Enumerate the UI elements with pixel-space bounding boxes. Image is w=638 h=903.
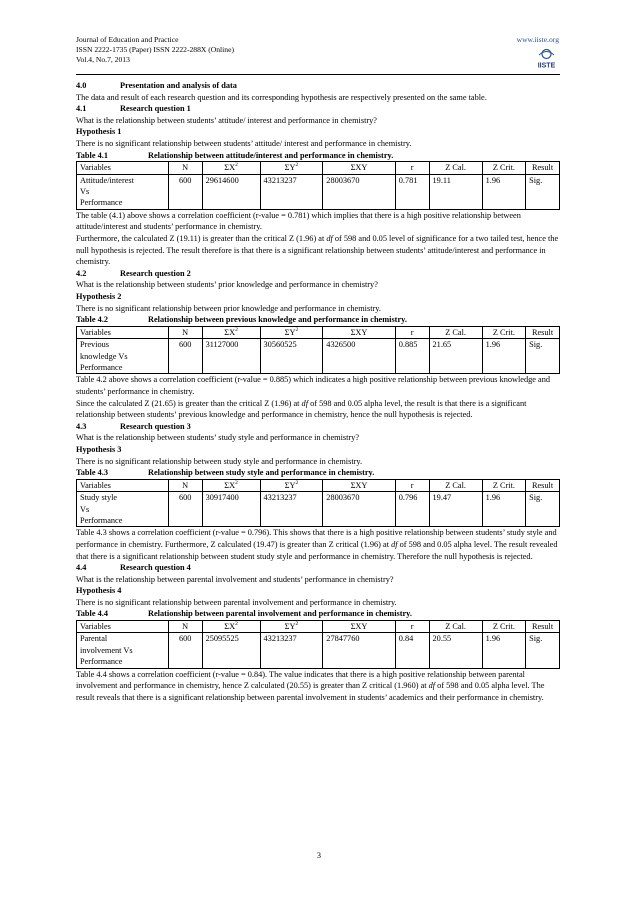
- header-label: Z Crit.: [492, 622, 515, 632]
- table-cell: 19.11: [429, 174, 482, 209]
- discussion-paragraph: Table 4.2 above shows a correlation coefficient (r-value = 0.885) which indicates a high positive relationship between previous knowledge and students’ performance in chemistry.: [76, 375, 551, 396]
- superscript: 2: [295, 162, 299, 169]
- data-table: [76, 326, 560, 375]
- table-header-cell: [168, 479, 202, 491]
- section-number: 4.4: [76, 563, 87, 573]
- table-cell: 29614600: [202, 174, 260, 209]
- table-caption: [76, 467, 560, 479]
- header-label: Variables: [80, 622, 111, 632]
- header-label: r: [410, 480, 414, 490]
- discussion-paragraph: Table 4.3 shows a correlation coefficient (r-value = 0.796). This shows that there is a high positive relationship between students’ study style and performance in chemistry. Furthermore, Z calculated (19.47) is greater than Z critical (1.96) at df of 598 and 0.05 alpha level. The result revealed that there is a significant relationship between student study style and performance in chemistry. Therefore the null hypothesis is rejected.: [76, 528, 558, 561]
- header-label: N: [182, 622, 189, 632]
- section-number: 4.3: [76, 421, 87, 431]
- table-title: Relationship between attitude/interest and performance in chemistry.: [148, 150, 394, 160]
- header-label: ΣX: [224, 480, 236, 490]
- discussion-paragraph: The table (4.1) above shows a correlation coefficient (r-value = 0.781) which implies that there is a high positive relationship between attitude/interest and students’ performance in chemistry.: [76, 210, 521, 232]
- research-question: What is the relationship between parental involvement and students’ performance in chemistry?: [76, 574, 394, 584]
- superscript: 2: [295, 326, 299, 333]
- data-table: [76, 620, 560, 669]
- table-header-cell: [395, 326, 429, 338]
- journal-issn: ISSN 2222-1735 (Paper) ISSN 2222-288X (Online): [76, 45, 234, 54]
- header-label: ΣXY: [350, 163, 368, 173]
- hypothesis-title: Hypothesis 2: [76, 291, 122, 301]
- research-question: What is the relationship between students’ attitude/ interest and performance in chemistry?: [76, 115, 377, 125]
- header-label: ΣX: [224, 327, 236, 337]
- table-cell: 600: [168, 174, 202, 209]
- table-header-cell: [395, 162, 429, 174]
- superscript: 2: [295, 479, 299, 486]
- table-cell: 1.96: [482, 492, 525, 527]
- table-header-cell: [168, 326, 202, 338]
- variables-line: Performance: [80, 362, 123, 372]
- table-header-cell: [77, 621, 169, 633]
- table-cell: 28003670: [323, 174, 395, 209]
- table-header-cell: [323, 326, 395, 338]
- table-header-cell: [260, 621, 323, 633]
- discussion-paragraph: Table 4.4 shows a correlation coefficient (r-value = 0.84). The value indicates that there is a high positive relationship between parental involvement and performance in chemistry, hence Z calculated (20.55) is greater than Z critical (1.960) at df of 598 and 0.05 alpha level. The result reveals that there is a significant relationship between parental involvement in students’ academics and their performance in chemistry.: [76, 669, 545, 702]
- table-cell: 0.885: [395, 339, 429, 374]
- table-cell: 19.47: [429, 492, 482, 527]
- table-cell: 1.96: [482, 174, 525, 209]
- table-row: [77, 174, 560, 209]
- table-header-cell: [429, 621, 482, 633]
- header-label: Z Cal.: [445, 480, 466, 490]
- table-cell: 27847760: [323, 633, 395, 668]
- header-rule: [76, 74, 560, 75]
- table-cell: Sig.: [526, 492, 560, 527]
- variables-line: Vs: [80, 186, 90, 196]
- variables-line: Parental: [80, 634, 108, 644]
- header-label: N: [182, 163, 189, 173]
- table-title: Relationship between previous knowledge and performance in chemistry.: [148, 315, 407, 325]
- table-cell: 1.96: [482, 633, 525, 668]
- table-header-row: [77, 162, 560, 174]
- table-header-cell: [526, 326, 560, 338]
- section-heading: [76, 103, 560, 115]
- table-cell: Sig.: [526, 339, 560, 374]
- header-label: ΣXY: [350, 327, 368, 337]
- data-table: [76, 479, 560, 528]
- hypothesis-text: There is no significant relationship between study style and performance in chemistry.: [76, 456, 363, 466]
- section-heading: [76, 562, 560, 574]
- table-header-cell: [429, 162, 482, 174]
- header-label: Result: [531, 622, 554, 632]
- superscript: 2: [235, 326, 238, 333]
- variables-line: Previous: [80, 340, 110, 350]
- variables-line: Performance: [80, 198, 123, 208]
- superscript: 2: [235, 621, 238, 628]
- header-label: Z Crit.: [492, 480, 515, 490]
- table-header-cell: [482, 326, 525, 338]
- variables-line: knowledge Vs: [80, 351, 128, 361]
- table-header-cell: [482, 621, 525, 633]
- section-title: Research question 3: [120, 421, 191, 431]
- table-header-cell: [202, 326, 260, 338]
- journal-header: [76, 35, 234, 65]
- table-header-row: [77, 326, 560, 338]
- hypothesis-text: There is no significant relationship between parental involvement and performance in chemistry.: [76, 597, 397, 607]
- header-label: ΣXY: [350, 480, 368, 490]
- variables-line: Study style: [80, 493, 118, 503]
- table-row: [77, 492, 560, 527]
- table-header-cell: [323, 621, 395, 633]
- article-body: [76, 80, 560, 703]
- table-cell: 600: [168, 492, 202, 527]
- superscript: 2: [235, 479, 238, 486]
- table-number: Table 4.1: [76, 150, 108, 160]
- intro-text: The data and result of each research question and its corresponding hypothesis are respectively presented on the same table.: [76, 92, 487, 102]
- table-header-cell: [323, 479, 395, 491]
- table-header-cell: [260, 479, 323, 491]
- table-cell: 0.84: [395, 633, 429, 668]
- table-cell: 25095525: [202, 633, 260, 668]
- page-number: 3: [316, 851, 322, 860]
- header-label: ΣX: [224, 622, 236, 632]
- table-caption: [76, 314, 560, 326]
- table-cell: 0.796: [395, 492, 429, 527]
- df-term: df: [391, 539, 398, 549]
- research-question: What is the relationship between students’ study style and performance in chemistry?: [76, 433, 360, 443]
- table-cell: 600: [168, 633, 202, 668]
- discussion-paragraph: Furthermore, the calculated Z (19.11) is greater than the critical Z (1.96) at df of 598 and 0.05 level of significance for a two tailed test, hence the null hypothesis is rejected. The result therefore is that there is a significant relationship between students’ attitude/interest and performance in chemistry.: [76, 233, 559, 267]
- table-number: Table 4.3: [76, 468, 108, 478]
- hypothesis-title: Hypothesis 3: [76, 444, 122, 454]
- header-label: ΣY: [284, 163, 296, 173]
- table-header-cell: [202, 162, 260, 174]
- header-label: N: [182, 480, 189, 490]
- variables-cell: [77, 339, 169, 374]
- table-header-cell: [323, 162, 395, 174]
- table-caption: [76, 150, 560, 162]
- header-label: r: [410, 163, 414, 173]
- df-term: df: [326, 233, 333, 243]
- hypothesis-text: There is no significant relationship between prior knowledge and performance in chemistry.: [76, 303, 381, 313]
- table-header-cell: [77, 162, 169, 174]
- table-header-cell: [526, 621, 560, 633]
- header-label: Result: [531, 327, 554, 337]
- header-label: ΣY: [284, 327, 296, 337]
- header-label: Result: [531, 163, 554, 173]
- table-header-row: [77, 479, 560, 491]
- header-label: Variables: [80, 480, 111, 490]
- table-header-cell: [395, 479, 429, 491]
- header-label: Z Crit.: [492, 163, 515, 173]
- table-caption: [76, 608, 560, 620]
- table-cell: 30560525: [260, 339, 323, 374]
- hypothesis-title: Hypothesis 1: [76, 127, 122, 137]
- table-header-cell: [429, 326, 482, 338]
- svg-text:IISTE: IISTE: [537, 62, 556, 69]
- table-cell: 28003670: [323, 492, 395, 527]
- table-header-cell: [526, 479, 560, 491]
- table-header-cell: [395, 621, 429, 633]
- table-header-cell: [429, 479, 482, 491]
- table-header-cell: [202, 621, 260, 633]
- table-title: Relationship between study style and performance in chemistry.: [148, 468, 375, 478]
- table-cell: 0.781: [395, 174, 429, 209]
- header-label: Result: [531, 480, 554, 490]
- table-cell: 43213237: [260, 633, 323, 668]
- table-number: Table 4.4: [76, 609, 108, 619]
- section-title: Research question 4: [120, 563, 191, 573]
- df-term: df: [428, 681, 436, 691]
- section-title: Research question 2: [120, 268, 191, 278]
- section-number: 4.1: [76, 104, 87, 114]
- header-label: ΣXY: [350, 622, 368, 632]
- table-header-cell: [260, 162, 323, 174]
- table-number: Table 4.2: [76, 315, 108, 325]
- discussion-paragraph: Since the calculated Z (21.65) is greater than the critical Z (1.96) at df of 598 and 0.05 alpha level, the result is that there is a significant relationship between students’ previous knowledge and performance in chemistry, hence the null hypothesis is rejected.: [76, 398, 527, 420]
- table-cell: 30917400: [202, 492, 260, 527]
- table-title: Relationship between parental involvement and performance in chemistry.: [148, 609, 412, 619]
- table-header-cell: [482, 162, 525, 174]
- header-label: Z Crit.: [492, 327, 515, 337]
- df-term: df: [301, 398, 309, 408]
- table-cell: Sig.: [526, 174, 560, 209]
- variables-line: Vs: [80, 504, 90, 514]
- variables-cell: [77, 633, 169, 668]
- table-cell: 43213237: [260, 174, 323, 209]
- header-label: ΣY: [284, 480, 296, 490]
- iiste-logo: [533, 48, 560, 69]
- table-cell: 4326500: [323, 339, 395, 374]
- table-header-cell: [260, 326, 323, 338]
- variables-line: Performance: [80, 515, 123, 525]
- superscript: 2: [235, 162, 238, 169]
- header-label: N: [182, 327, 189, 337]
- section-heading: 4.0 Presentation and analysis of data: [76, 81, 237, 90]
- header-label: Z Cal.: [445, 327, 466, 337]
- variables-cell: [77, 492, 169, 527]
- header-label: r: [410, 622, 414, 632]
- header-label: Z Cal.: [445, 163, 466, 173]
- research-question: What is the relationship between students’ prior knowledge and performance in chemistry?: [76, 280, 378, 290]
- header-label: ΣY: [284, 622, 296, 632]
- table-header-row: [77, 621, 560, 633]
- table-header-cell: [168, 162, 202, 174]
- header-label: Variables: [80, 327, 111, 337]
- journal-name: Journal of Education and Practice: [76, 35, 179, 44]
- table-header-cell: [77, 326, 169, 338]
- section-number: 4.2: [76, 268, 87, 278]
- table-cell: 43213237: [260, 492, 323, 527]
- variables-line: involvement Vs: [80, 645, 133, 655]
- table-cell: Sig.: [526, 633, 560, 668]
- variables-line: Performance: [80, 657, 123, 667]
- section-heading: [76, 421, 560, 433]
- table-cell: 1.96: [482, 339, 525, 374]
- table-header-cell: [526, 162, 560, 174]
- superscript: 2: [295, 621, 299, 628]
- table-row: [77, 633, 560, 668]
- header-label: r: [410, 327, 414, 337]
- header-label: Z Cal.: [445, 622, 466, 632]
- table-cell: 21.65: [429, 339, 482, 374]
- table-cell: 31127000: [202, 339, 260, 374]
- journal-url[interactable]: www.iiste.org: [516, 35, 559, 44]
- table-header-cell: [77, 479, 169, 491]
- section-title: Research question 1: [120, 104, 191, 114]
- section-heading: [76, 268, 560, 280]
- variables-line: Attitude/interest: [80, 175, 134, 185]
- table-cell: 20.55: [429, 633, 482, 668]
- hypothesis-title: Hypothesis 4: [76, 586, 122, 596]
- table-header-cell: [202, 479, 260, 491]
- table-cell: 600: [168, 339, 202, 374]
- header-label: ΣX: [224, 163, 236, 173]
- journal-volume: Vol.4, No.7, 2013: [76, 55, 130, 64]
- hypothesis-text: There is no significant relationship between students’ attitude/ interest and performance in chemistry.: [76, 138, 412, 148]
- variables-cell: [77, 174, 169, 209]
- table-header-cell: [168, 621, 202, 633]
- header-label: Variables: [80, 163, 111, 173]
- data-table: [76, 161, 560, 210]
- table-row: [77, 339, 560, 374]
- table-header-cell: [482, 479, 525, 491]
